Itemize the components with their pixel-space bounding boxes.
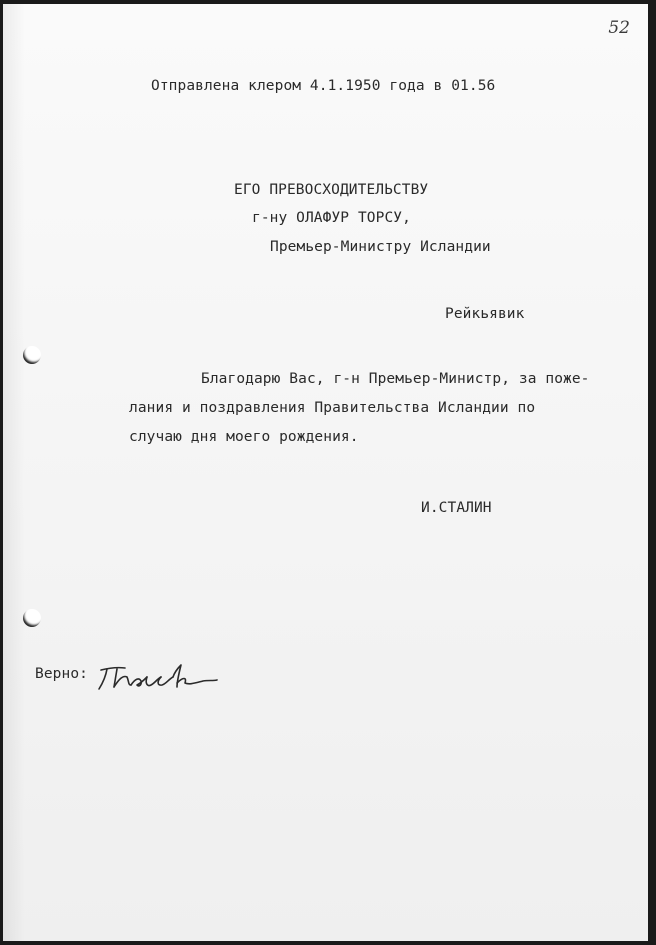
sent-note: Отправлена клером 4.1.1950 года в 01.56 [151,78,496,94]
certification-label: Верно: [35,666,88,682]
punch-hole-top [23,346,41,364]
punch-hole-bottom [23,609,41,627]
body-line-2: лания и поздравления Правительства Исландии по [129,400,536,416]
page-edge-shadow [3,4,25,941]
page-number: 52 [608,18,630,38]
addressee-line-3: Премьер-Министру Исландии [270,239,491,255]
handwritten-signature [95,661,220,695]
signature-name: И.СТАЛИН [421,500,492,516]
document-page [3,4,648,941]
addressee-line-1: ЕГО ПРЕВОСХОДИТЕЛЬСТВУ [234,182,429,198]
body-line-1: Благодарю Вас, г-н Премьер-Министр, за поже- [201,371,590,387]
addressee-line-2: г-ну ОЛАФУР ТОРСУ, [252,210,411,226]
city: Рейкьявик [445,306,525,322]
body-line-3: случаю дня моего рождения. [129,429,359,445]
